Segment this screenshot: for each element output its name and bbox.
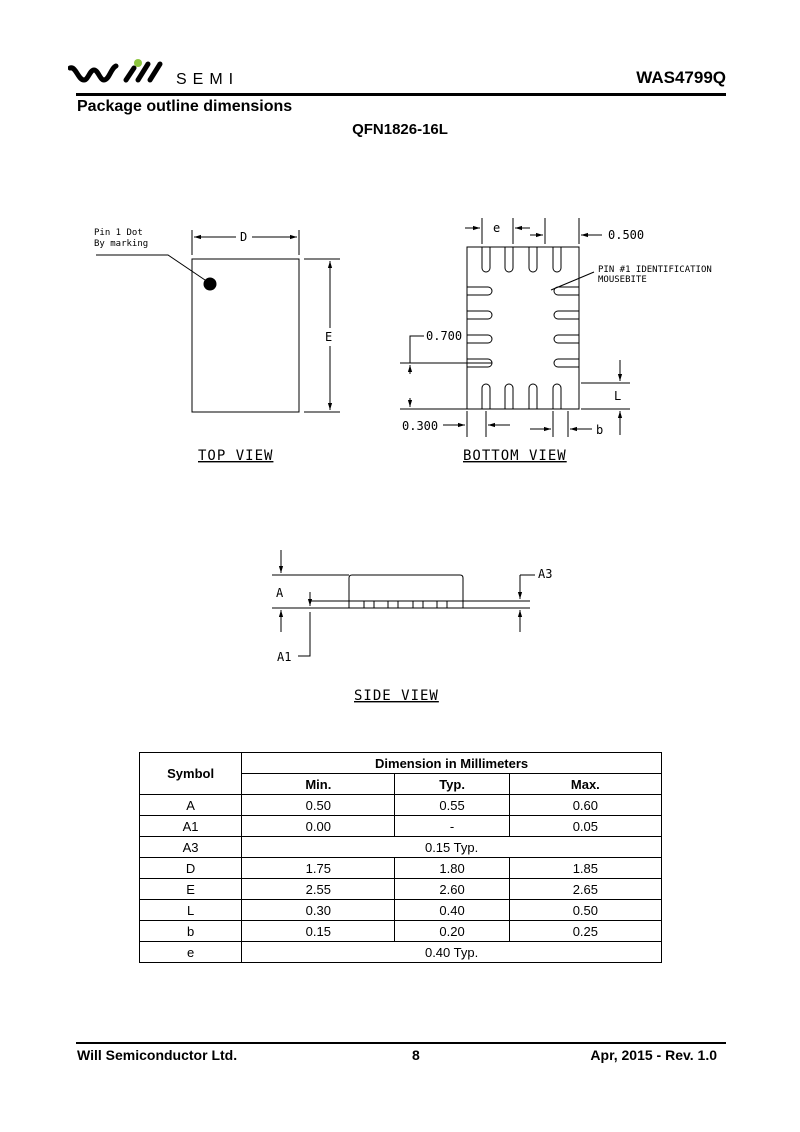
table-row — [140, 942, 662, 963]
top-view-title: TOP VIEW — [198, 448, 274, 464]
table-row — [140, 795, 662, 816]
cell-max: 0.60 — [509, 795, 661, 816]
header-symbol: Symbol — [140, 753, 242, 795]
cell-min: 0.50 — [242, 795, 395, 816]
cell-max: 0.25 — [509, 921, 661, 942]
table-row — [140, 921, 662, 942]
package-name: QFN1826-16L — [352, 121, 448, 138]
cell-max: 0.05 — [509, 816, 661, 837]
side-view-title: SIDE VIEW — [354, 688, 439, 704]
pin1-id-line1: PIN #1 IDENTIFICATION — [598, 265, 712, 275]
cell-typ: 0.55 — [395, 795, 509, 816]
dim-b-label: b — [596, 423, 604, 437]
side-view — [272, 550, 535, 656]
dim-d-label: D — [240, 230, 248, 244]
cell-symbol: A — [140, 795, 242, 816]
cell-symbol: A1 — [140, 816, 242, 837]
cell-max: 0.50 — [509, 900, 661, 921]
footer-revision: Apr, 2015 - Rev. 1.0 — [590, 1047, 717, 1063]
dim-a3-label: A3 — [538, 567, 553, 581]
footer-page-number: 8 — [412, 1047, 420, 1063]
document-id: WAS4799Q — [636, 68, 726, 87]
cell-symbol: e — [140, 942, 242, 963]
cell-min: 0.00 — [242, 816, 395, 837]
footer-rule — [76, 1042, 726, 1044]
cell-typ: 0.40 — [395, 900, 509, 921]
header-typ: Typ. — [395, 774, 509, 795]
table-row — [140, 816, 662, 837]
cell-min: 1.75 — [242, 858, 395, 879]
header-group: Dimension in Millimeters — [242, 753, 662, 774]
dim-l-label: L — [614, 389, 622, 403]
cell-min: 0.15 — [242, 921, 395, 942]
header-max: Max. — [509, 774, 661, 795]
dim-a-label: A — [276, 586, 284, 600]
table-row — [140, 900, 662, 921]
cell-max: 2.65 — [509, 879, 661, 900]
cell-min: 2.55 — [242, 879, 395, 900]
logo-text: SEMI — [176, 71, 240, 88]
pin1-dot-icon — [204, 278, 216, 290]
table-row — [140, 837, 662, 858]
cell-typ: 0.20 — [395, 921, 509, 942]
pin1-id-line2: MOUSEBITE — [598, 275, 647, 285]
dim-0300-label: 0.300 — [402, 419, 439, 433]
dim-0500-label: 0.500 — [608, 228, 645, 242]
top-view — [96, 230, 340, 412]
cell-symbol: b — [140, 921, 242, 942]
footer-company: Will Semiconductor Ltd. — [77, 1047, 238, 1063]
bottom-view — [400, 218, 630, 437]
cell-typ: 1.80 — [395, 858, 509, 879]
cell-symbol: A3 — [140, 837, 242, 858]
cell-symbol: L — [140, 900, 242, 921]
dim-0700-label: 0.700 — [426, 329, 463, 343]
table-row — [140, 858, 662, 879]
cell-min: 0.30 — [242, 900, 395, 921]
section-title: Package outline dimensions — [77, 98, 293, 115]
cell-typ: - — [395, 816, 509, 837]
cell-symbol: D — [140, 858, 242, 879]
dim-pitch-label: e — [493, 221, 501, 235]
bottom-view-title: BOTTOM VIEW — [463, 448, 567, 464]
dimension-table — [139, 752, 662, 963]
cell-max: 1.85 — [509, 858, 661, 879]
dim-a1-label: A1 — [277, 650, 292, 664]
cell-typical: 0.15 Typ. — [242, 837, 662, 858]
table-row — [140, 879, 662, 900]
pin1-note-line1: Pin 1 Dot — [94, 228, 143, 238]
dim-e-label: E — [325, 330, 333, 344]
pin1-note-line2: By marking — [94, 239, 149, 249]
header-min: Min. — [242, 774, 395, 795]
cell-typ: 2.60 — [395, 879, 509, 900]
cell-symbol: E — [140, 879, 242, 900]
cell-typical: 0.40 Typ. — [242, 942, 662, 963]
